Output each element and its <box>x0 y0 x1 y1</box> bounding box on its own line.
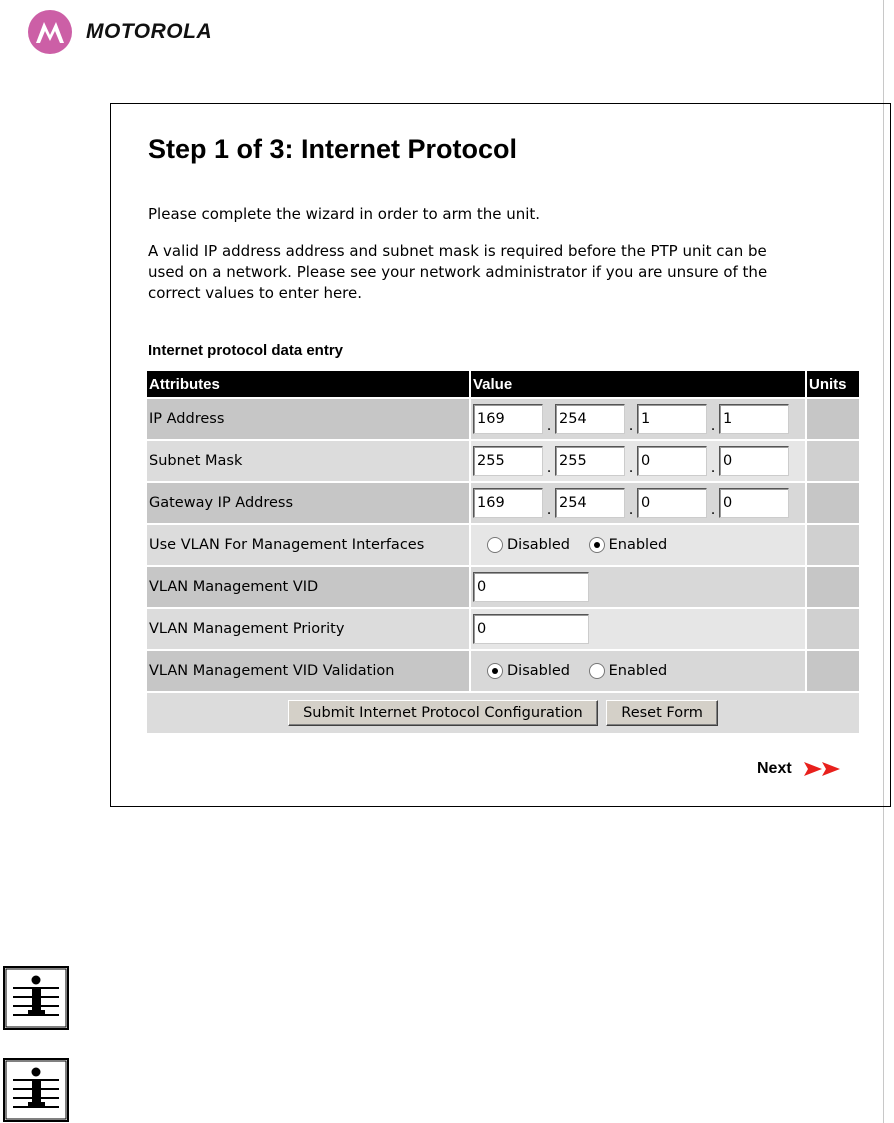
gateway-units <box>807 483 859 523</box>
ip-config-table <box>145 369 861 735</box>
vlan-management-enabled-radio[interactable] <box>589 537 605 553</box>
vid-validation-label: VLAN Management VID Validation <box>147 651 469 691</box>
info-note-icon <box>3 966 69 1030</box>
vlan-management-disabled-radio[interactable] <box>487 537 503 553</box>
intro-text: Please complete the wizard in order to arm the unit. <box>148 205 541 223</box>
gateway-octet-3[interactable]: 0 <box>637 488 707 518</box>
column-header-units: Units <box>807 371 859 397</box>
ip-address-octet-3[interactable]: 1 <box>637 404 707 434</box>
gateway-label: Gateway IP Address <box>147 483 469 523</box>
row-vid-validation <box>147 651 859 691</box>
subnet-mask-octet-3[interactable]: 0 <box>637 446 707 476</box>
vlan-management-label: Use VLAN For Management Interfaces <box>147 525 469 565</box>
motorola-logo <box>28 10 212 54</box>
vid-validation-disabled-radio[interactable] <box>487 663 503 679</box>
next-label[interactable]: Next <box>757 760 792 777</box>
motorola-batwing-icon <box>28 10 72 54</box>
vlan-vid-value <box>471 567 805 607</box>
vid-validation-disabled-label[interactable]: Disabled <box>507 663 570 679</box>
vid-validation-units <box>807 651 859 691</box>
vlan-priority-label: VLAN Management Priority <box>147 609 469 649</box>
double-arrow-right-icon[interactable] <box>804 760 844 778</box>
ip-address-value: 169 . 254 . 1 . 1 <box>471 399 805 439</box>
column-header-attributes: Attributes <box>147 371 469 397</box>
row-vlan-management <box>147 525 859 565</box>
table-header <box>147 371 859 397</box>
description-line: used on a network. Please see your network administrator if you are unsure of the <box>148 263 768 281</box>
vlan-management-disabled-label[interactable]: Disabled <box>507 537 570 553</box>
row-vlan-priority <box>147 609 859 649</box>
column-header-value: Value <box>471 371 805 397</box>
vlan-vid-units <box>807 567 859 607</box>
wizard-panel <box>110 103 891 807</box>
ip-address-octet-4[interactable]: 1 <box>719 404 789 434</box>
row-buttons <box>147 693 859 733</box>
subnet-mask-label: Subnet Mask <box>147 441 469 481</box>
vlan-priority-units <box>807 609 859 649</box>
gateway-value: 169 . 254 . 0 . 0 <box>471 483 805 523</box>
ip-address-units <box>807 399 859 439</box>
gateway-octet-1[interactable]: 169 <box>473 488 543 518</box>
vlan-priority-input[interactable]: 0 <box>473 614 589 644</box>
description-line: A valid IP address address and subnet mask is required before the PTP unit can be <box>148 242 767 260</box>
vlan-management-value <box>471 525 805 565</box>
subnet-mask-units <box>807 441 859 481</box>
reset-button[interactable]: Reset Form <box>606 700 718 726</box>
page-title: Step 1 of 3: Internet Protocol <box>148 134 518 164</box>
description-line: correct values to enter here. <box>148 284 363 302</box>
vid-validation-value <box>471 651 805 691</box>
info-note-icon <box>3 1058 69 1122</box>
subnet-mask-value: 255 . 255 . 0 . 0 <box>471 441 805 481</box>
vlan-priority-value <box>471 609 805 649</box>
row-ip-address <box>147 399 859 439</box>
row-vlan-vid <box>147 567 859 607</box>
vid-validation-enabled-radio[interactable] <box>589 663 605 679</box>
gateway-octet-4[interactable]: 0 <box>719 488 789 518</box>
subnet-mask-octet-4[interactable]: 0 <box>719 446 789 476</box>
vid-validation-enabled-label[interactable]: Enabled <box>608 663 668 679</box>
brand-name: MOTOROLA <box>86 20 213 43</box>
next-link[interactable] <box>757 760 844 778</box>
row-gateway <box>147 483 859 523</box>
vlan-management-units <box>807 525 859 565</box>
vlan-management-enabled-label[interactable]: Enabled <box>608 537 668 553</box>
row-subnet-mask <box>147 441 859 481</box>
vlan-vid-label: VLAN Management VID <box>147 567 469 607</box>
subnet-mask-octet-2[interactable]: 255 <box>555 446 625 476</box>
vlan-vid-input[interactable]: 0 <box>473 572 589 602</box>
ip-address-octet-2[interactable]: 254 <box>555 404 625 434</box>
description-text <box>148 241 848 304</box>
ip-address-label: IP Address <box>147 399 469 439</box>
section-title: Internet protocol data entry <box>148 342 344 359</box>
ip-address-octet-1[interactable]: 169 <box>473 404 543 434</box>
submit-button[interactable]: Submit Internet Protocol Configuration <box>288 700 598 726</box>
subnet-mask-octet-1[interactable]: 255 <box>473 446 543 476</box>
button-bar <box>147 693 859 733</box>
gateway-octet-2[interactable]: 254 <box>555 488 625 518</box>
